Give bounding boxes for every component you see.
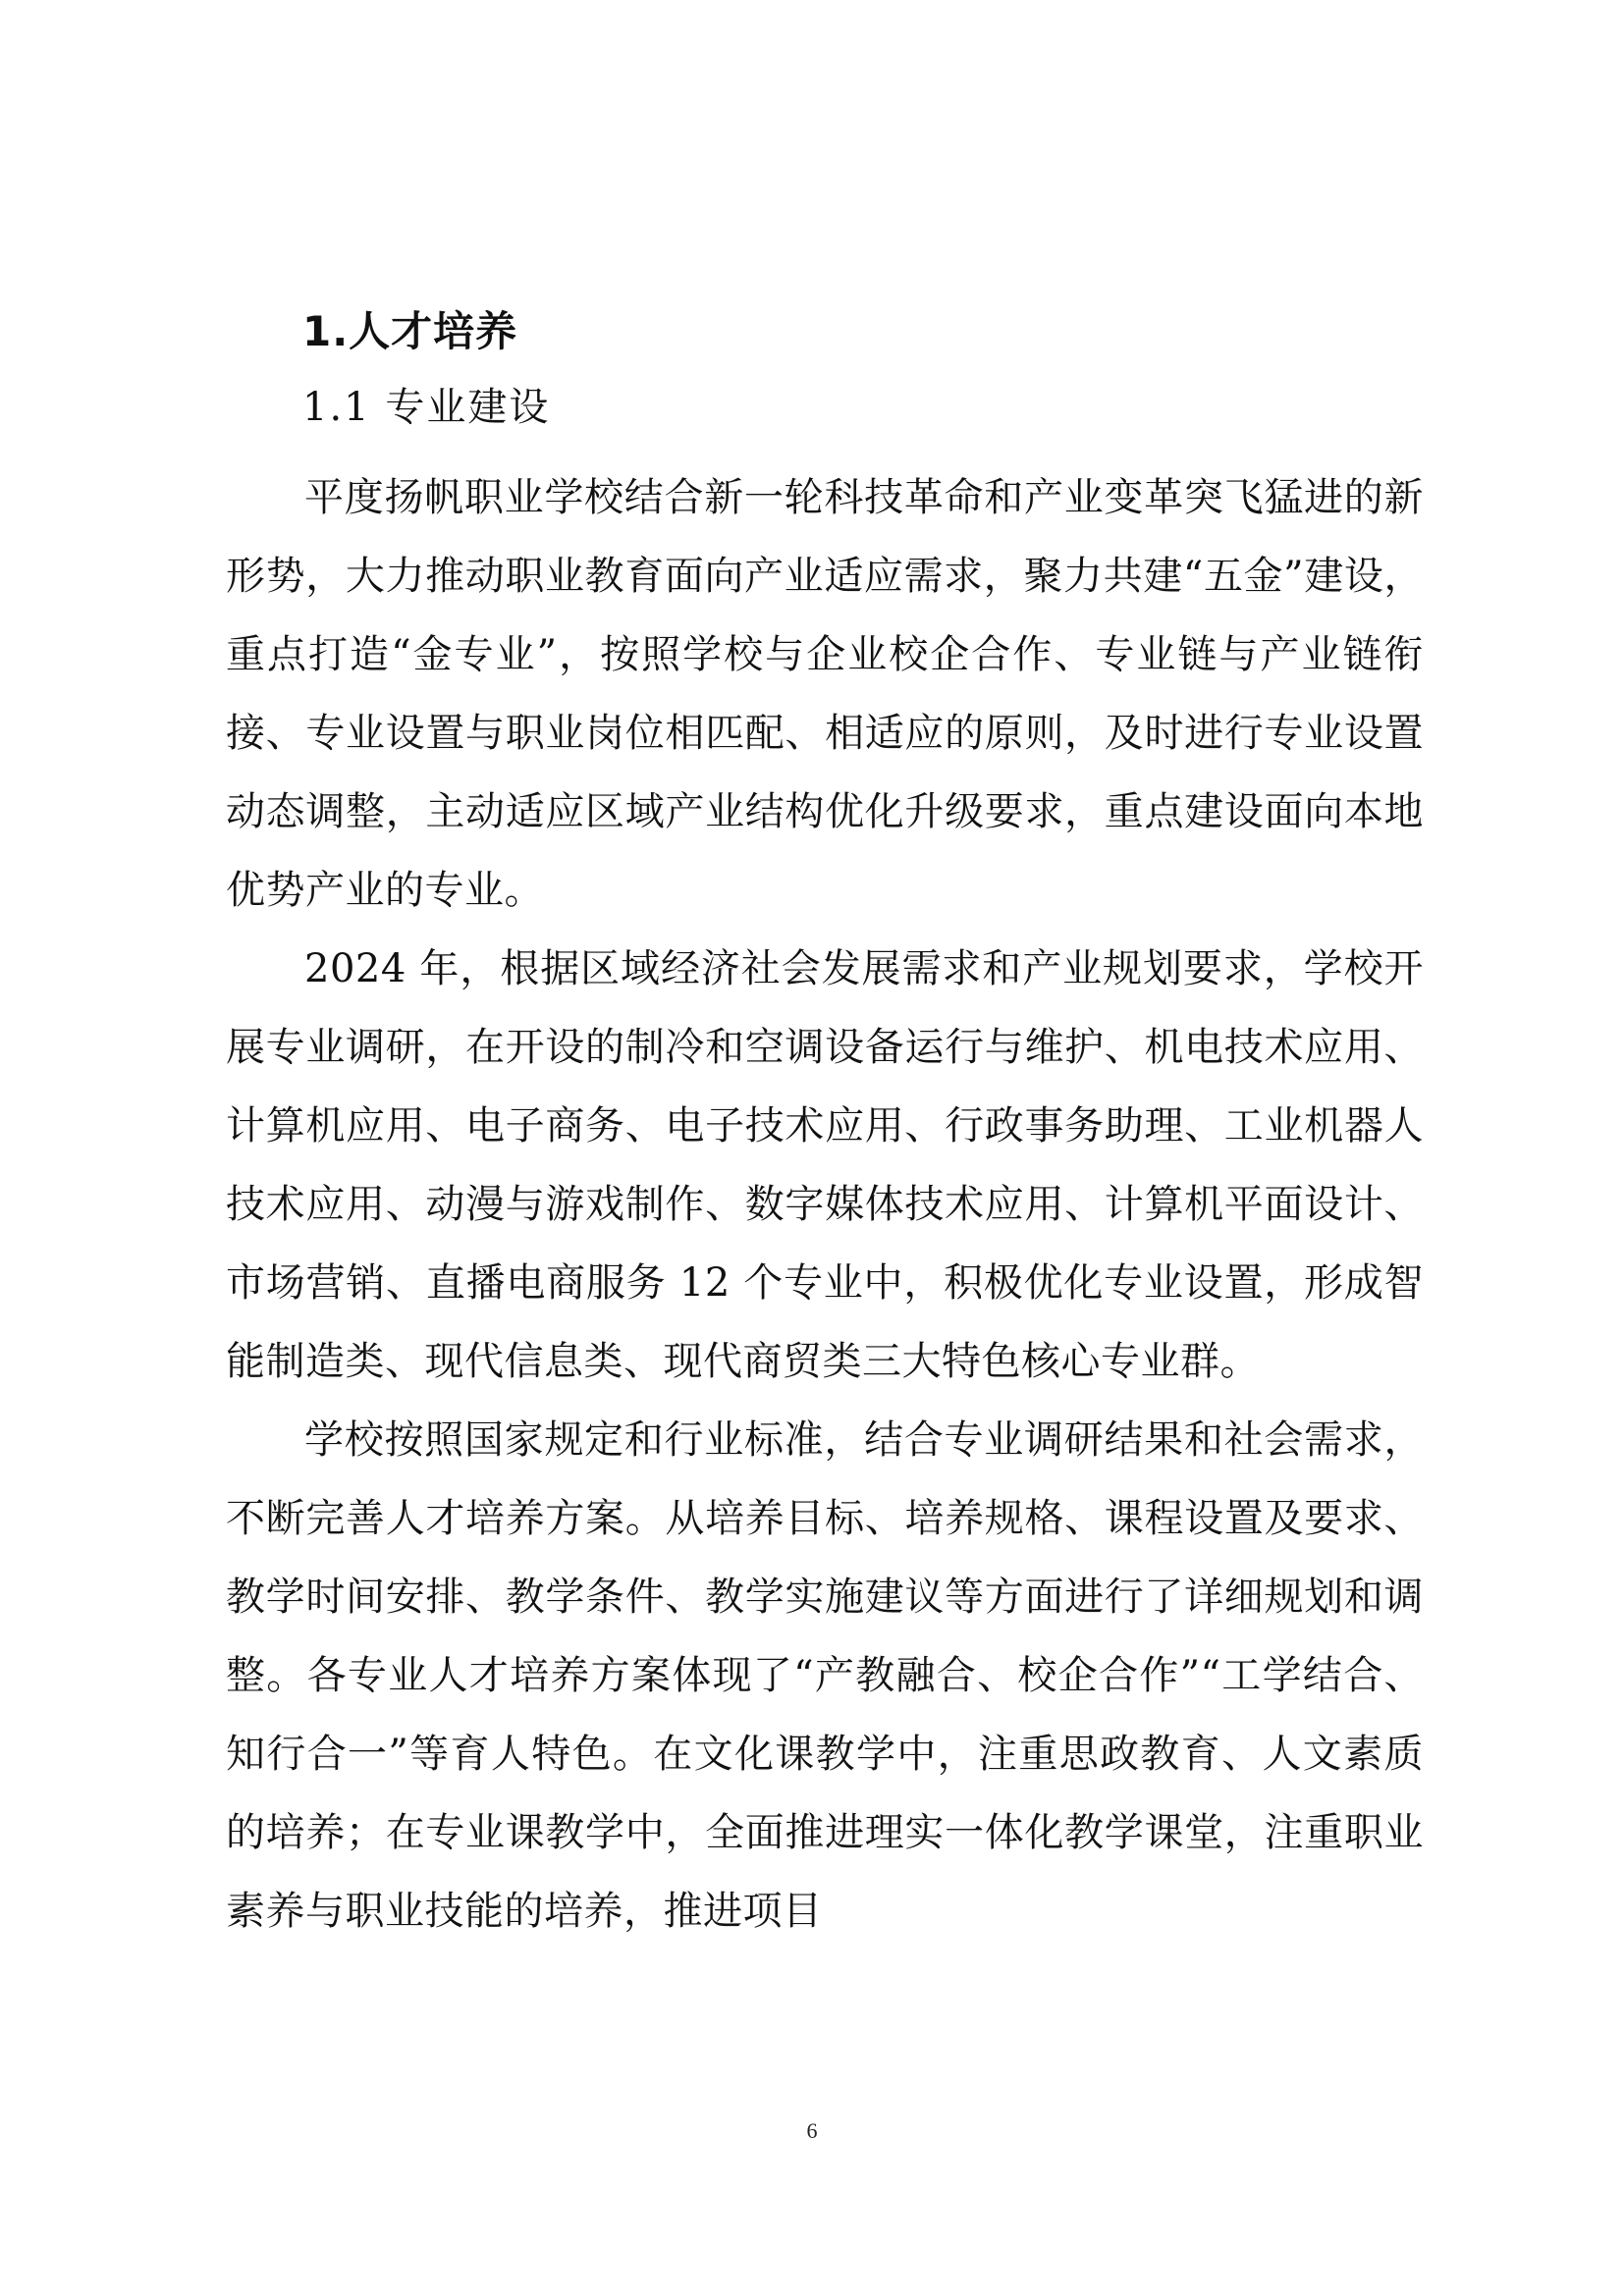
subsection-heading: 1.1 专业建设	[302, 385, 551, 430]
section-heading: 1.人才培养	[302, 307, 518, 355]
paragraph-school-overview: 平度扬帆职业学校结合新一轮科技革命和产业变革突飞猛进的新形势，大力推动职业教育面向产业适应需求，聚力共建“五金”建设，重点打造“金专业”，按照学校与企业校企合作、专业链与产业链衔接、专业设置与职业岗位相匹配、相适应的原则，及时进行专业设置动态调整，主动适应区域产业结构优化升级要求，重点建设面向本地优势产业的专业。	[226, 475, 1424, 913]
body-text	[226, 458, 1424, 1950]
page-number: 6	[806, 2118, 818, 2143]
paragraph-2024-majors: 2024 年，根据区域经济社会发展需求和产业规划要求，学校开展专业调研，在开设的制冷和空调设备运行与维护、机电技术应用、计算机应用、电子商务、电子技术应用、行政事务助理、工业机器人技术应用、动漫与游戏制作、数字媒体技术应用、计算机平面设计、市场营销、直播电商服务 12 个专业中，积极优化专业设置，形成智能制造类、现代信息类、现代商贸类三大特色核心专业群。	[226, 946, 1424, 1384]
paragraph-training-plan: 学校按照国家规定和行业标准，结合专业调研结果和社会需求，不断完善人才培养方案。从培养目标、培养规格、课程设置及要求、教学时间安排、教学条件、教学实施建议等方面进行了详细规划和调整。各专业人才培养方案体现了“产教融合、校企合作”“工学结合、知行合一”等育人特色。在文化课教学中，注重思政教育、人文素质的培养；在专业课教学中，全面推进理实一体化教学课堂，注重职业素养与职业技能的培养，推进项目	[226, 1417, 1424, 1934]
